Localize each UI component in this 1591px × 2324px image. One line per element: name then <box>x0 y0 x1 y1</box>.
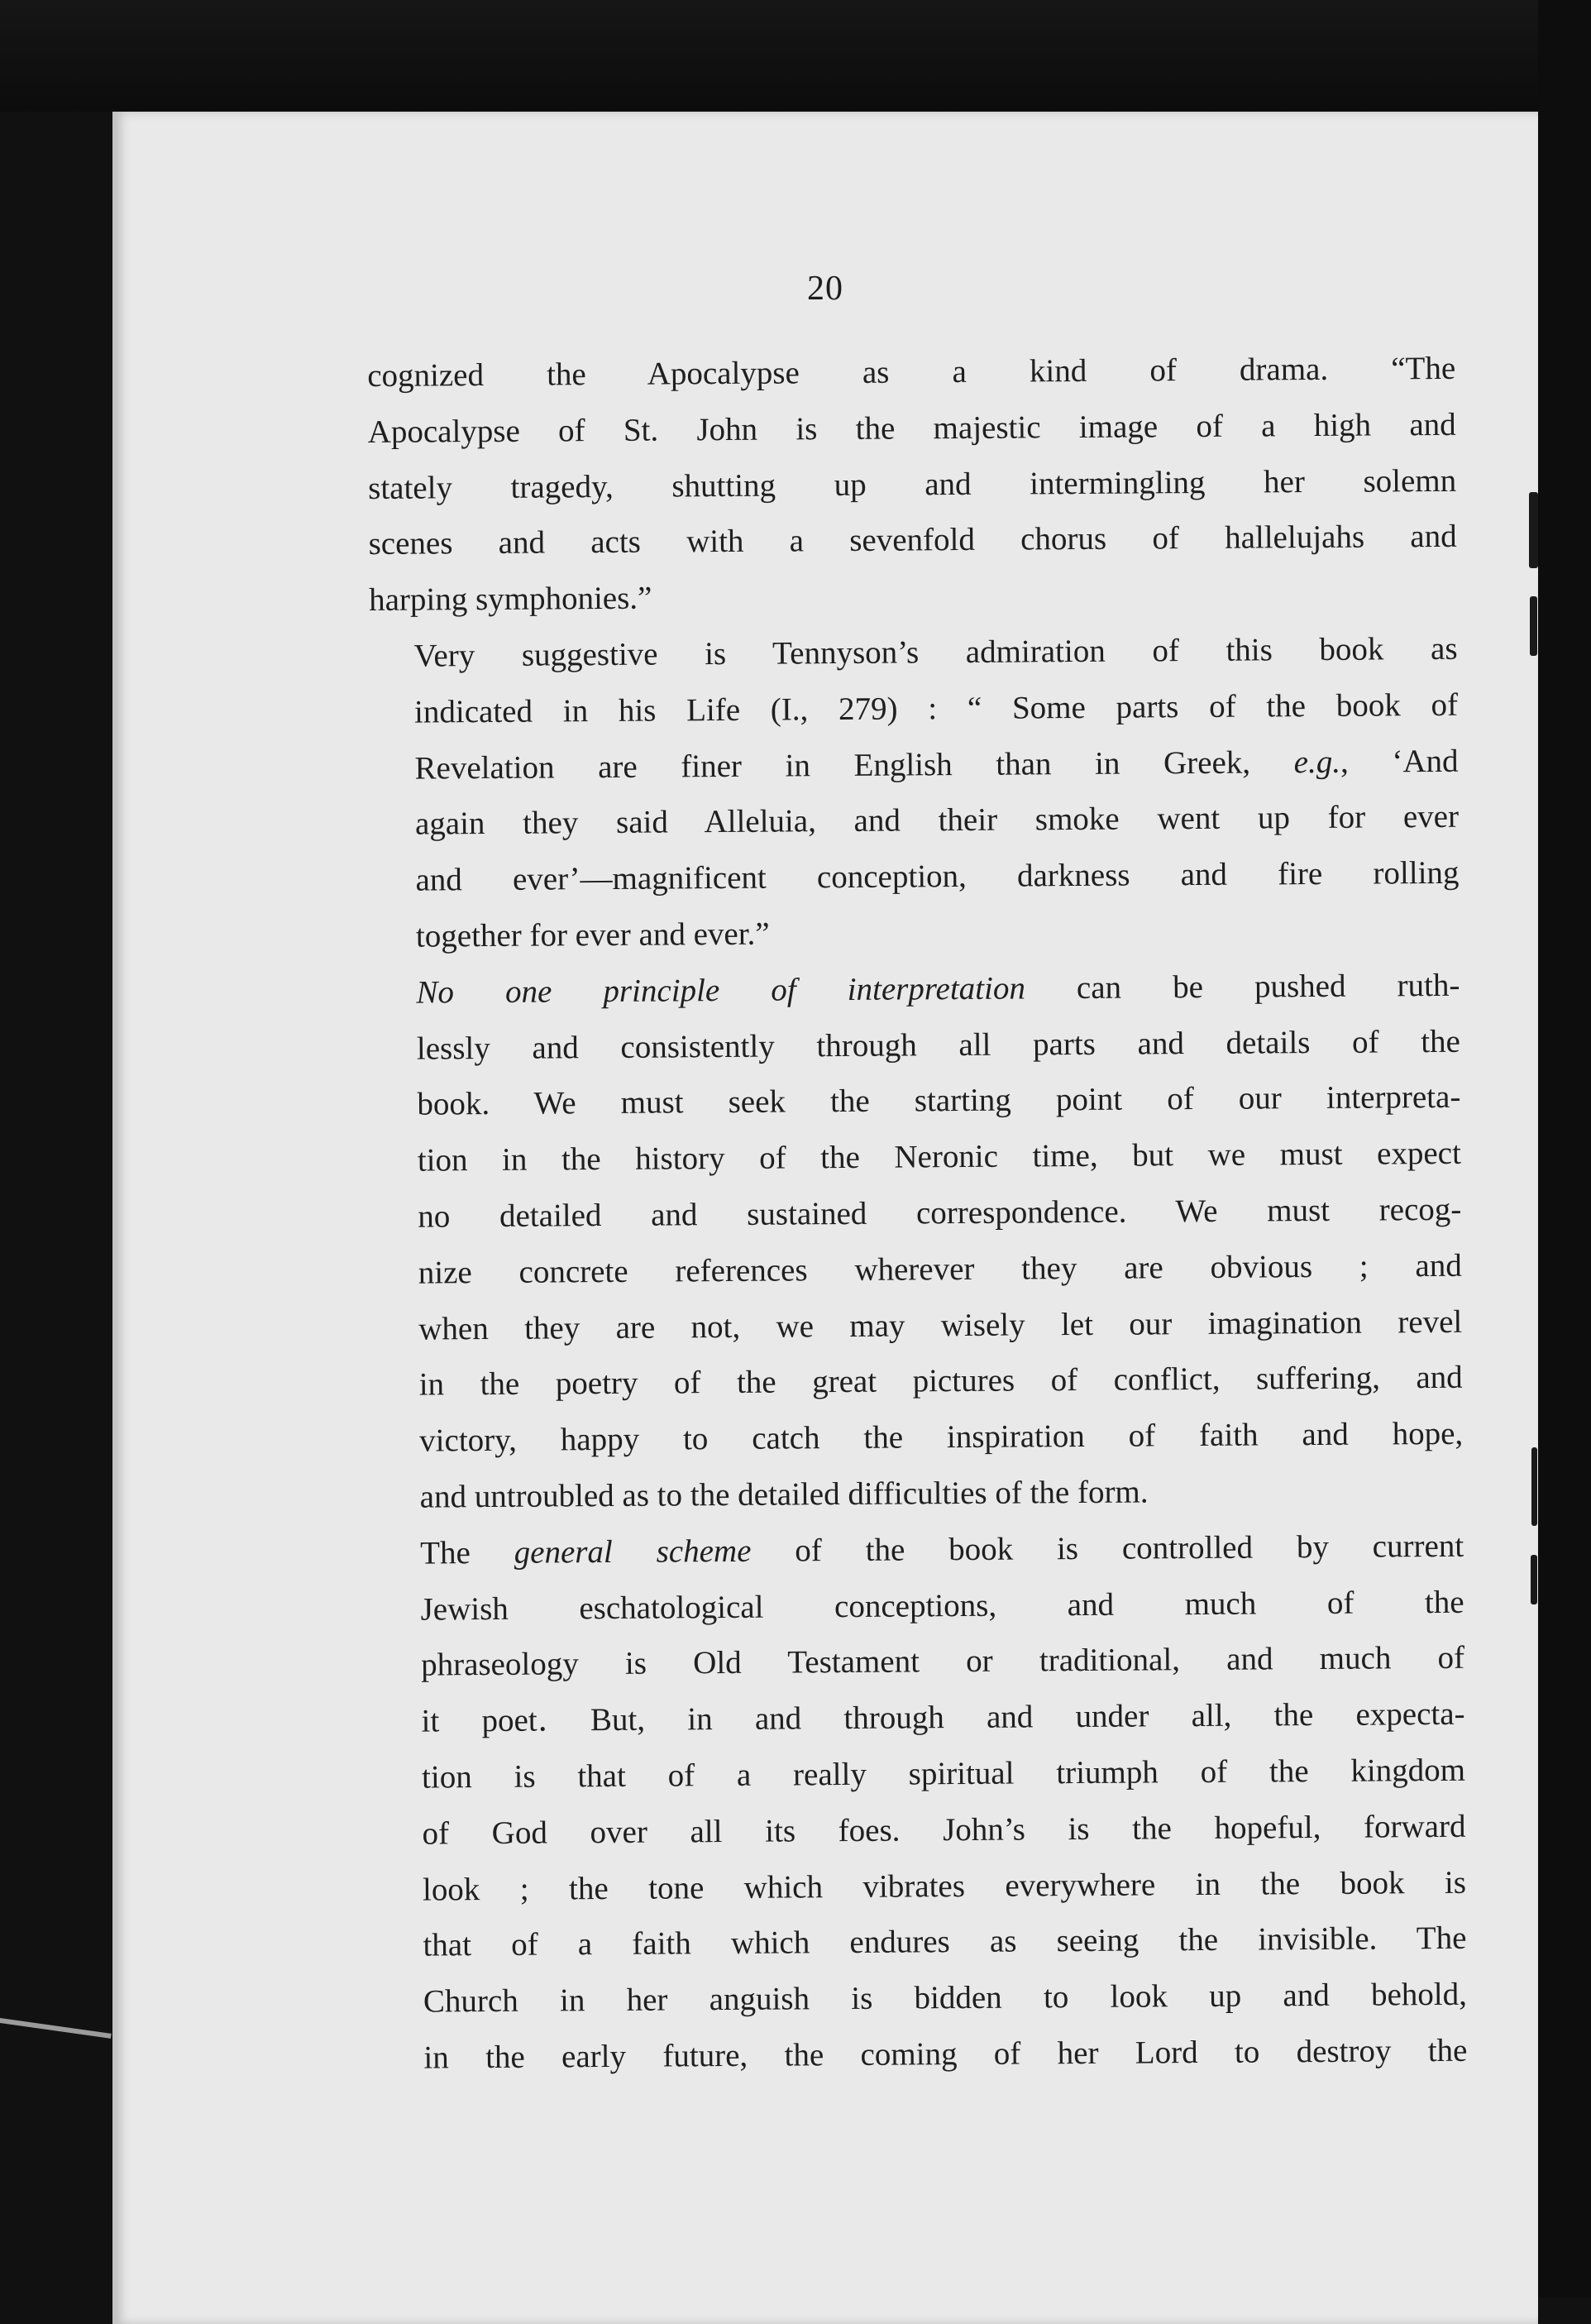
text-run: , ‘And <box>1340 743 1459 780</box>
text-line: indicated in his Life (I., 279) : “ Some parts of the book of <box>413 686 1459 730</box>
text-line: Church in her anguish is bidden to look up and behold, <box>423 1976 1468 2020</box>
italic-phrase: e.g. <box>1293 744 1341 780</box>
page-number: 20 <box>807 270 843 308</box>
text-line: nize concrete references wherever they are obvious ; and <box>418 1247 1462 1291</box>
paragraph <box>369 621 1460 965</box>
text-line: that of a faith which endures as seeing the invisible. The <box>423 1920 1467 1963</box>
book-page <box>112 112 1538 2324</box>
text-line: Jewish eschatological conceptions, and much of the <box>420 1584 1464 1628</box>
text-line: and ever’—magnificent conception, darkness and fire rolling <box>415 854 1460 898</box>
margin-mark <box>1531 1447 1537 1526</box>
text-line: tion in the history of the Neronic time, but we must expect <box>417 1135 1461 1179</box>
text-line <box>371 958 1460 1021</box>
italic-phrase: general scheme <box>514 1533 752 1571</box>
text-line: cognized the Apocalypse as a kind of drama. “The <box>367 350 1456 394</box>
text-line: tion is that of a really spiritual triumph of the kingdom <box>421 1752 1466 1796</box>
text-run: can be pushed ruth- <box>1025 967 1460 1007</box>
text-line: Apocalypse of St. John is the majestic image of a high and <box>367 406 1456 450</box>
text-line: of God over all its foes. John’s is the hopeful, forward <box>422 1808 1466 1852</box>
text-line <box>375 1518 1464 1582</box>
text-line: harping symphonies.” <box>368 580 652 619</box>
text-run: of the book is controlled by current <box>751 1528 1464 1569</box>
paragraph <box>375 1518 1468 2087</box>
text-line: in the early future, the coming of her Lord to destroy the <box>423 2032 1468 2076</box>
text-line: book. We must seek the starting point of our interpreta- <box>417 1079 1461 1122</box>
text-line: when they are not, we may wisely let our imagination revel <box>418 1303 1463 1347</box>
text-line: in the poetry of the great pictures of conflict, suffering, and <box>418 1360 1463 1403</box>
text-line: victory, happy to catch the inspiration of faith and hope, <box>419 1415 1464 1459</box>
margin-mark <box>1530 596 1537 656</box>
text-line: no detailed and sustained correspondence. We must recog- <box>418 1191 1462 1235</box>
paragraph <box>367 341 1457 629</box>
text-run: The <box>420 1534 514 1571</box>
scan-artifact-line <box>0 2018 112 2039</box>
paragraph <box>371 958 1464 1526</box>
text-line: together for ever and ever.” <box>415 916 770 954</box>
text-line: phraseology is Old Testament or traditional, and much of <box>420 1640 1465 1683</box>
margin-mark <box>1529 492 1538 568</box>
text-line: Very suggestive is Tennyson’s admiration of this book as <box>413 630 1458 674</box>
text-line: look ; the tone which vibrates everywhere in the book is <box>422 1864 1467 1908</box>
scan-border-right <box>1538 0 1591 2298</box>
text-line: again they said Alleluia, and their smoke went up for ever <box>414 799 1460 842</box>
body-text <box>367 341 1468 2087</box>
margin-mark <box>1531 1555 1537 1604</box>
text-line: stately tragedy, shutting up and intermingling her solemn <box>368 462 1457 506</box>
text-line: scenes and acts with a sevenfold chorus of hallelujahs and <box>368 519 1457 562</box>
text-line: it poet․ But, in and through and under all, the expecta- <box>421 1695 1465 1739</box>
text-line: and untroubled as to the detailed difficulties of the form. <box>419 1474 1149 1515</box>
text-line <box>370 733 1458 796</box>
scan-border-top <box>0 0 1591 112</box>
text-line: lessly and consistently through all parts and details of the <box>416 1023 1461 1067</box>
italic-phrase: No one principle of interpretation <box>416 970 1026 1011</box>
text-run: Revelation are finer in English than in Greek, <box>414 744 1294 787</box>
